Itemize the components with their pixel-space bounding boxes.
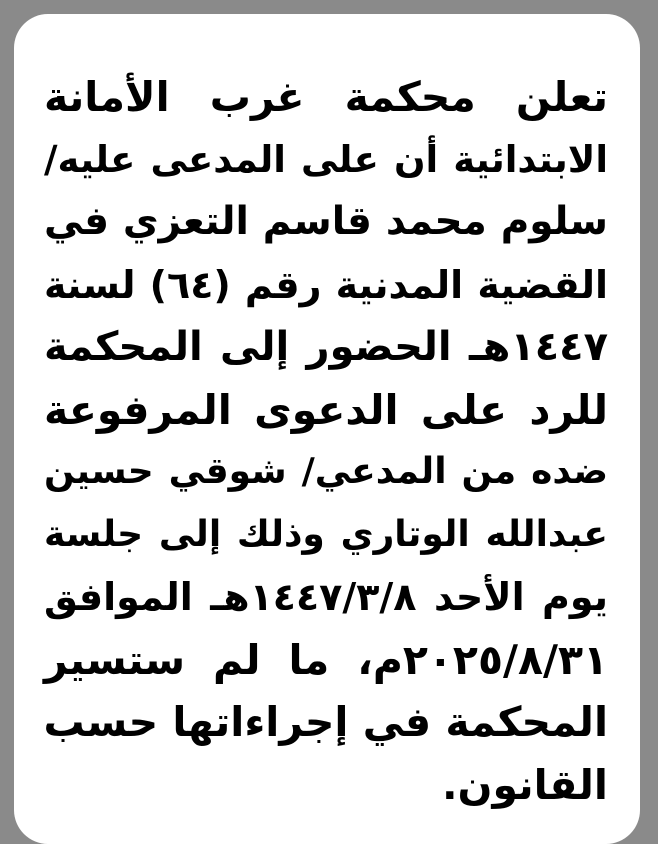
notice-line: ١٤٤٧هـ الحضور إلى المحكمة — [44, 324, 608, 370]
notice-line: سلوم محمد قاسم التعزي في — [44, 199, 608, 244]
notice-line: القانون. — [441, 760, 608, 809]
notice-line: عبدالله الوتاري وذلك إلى جلسة — [44, 513, 608, 555]
notice-line: ضده من المدعي/ شوقي حسين — [44, 451, 608, 492]
notice-line: للرد على الدعوى المرفوعة — [44, 385, 608, 434]
notice-body — [44, 66, 608, 816]
notice-line: المحكمة في إجراءاتها حسب — [43, 698, 608, 746]
notice-line: ٢٠٢٥/٨/٣١م، ما لم ستسير — [44, 635, 608, 684]
notice-line: الابتدائية أن على المدعى عليه/ — [44, 137, 608, 181]
notice-line: يوم الأحد ١٤٤٧/٣/٨هـ الموافق — [44, 575, 609, 619]
notice-line: تعلن محكمة غرب الأمانة — [44, 73, 608, 121]
notice-card — [14, 14, 640, 844]
notice-line: القضية المدنية رقم (٦٤) لسنة — [44, 262, 608, 307]
